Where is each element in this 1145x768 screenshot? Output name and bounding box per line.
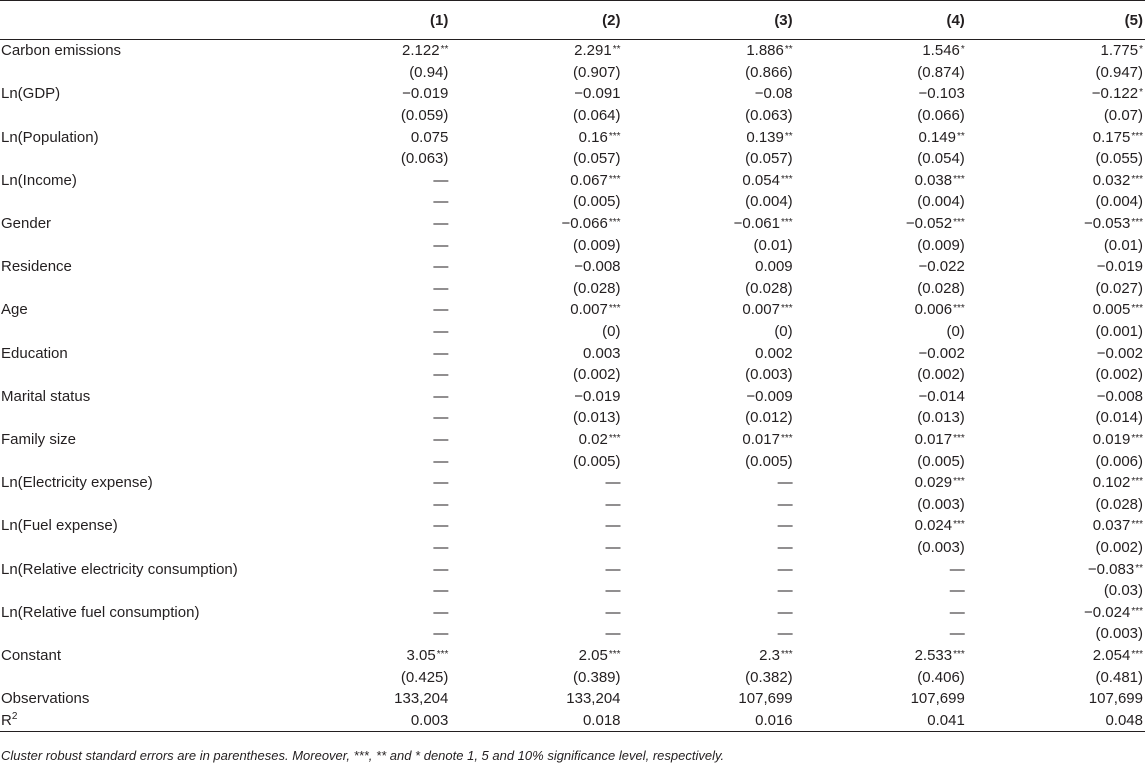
table-cell: — (605, 625, 621, 643)
table-cell: (0.03) (1103, 582, 1143, 600)
coef-row (0, 256, 1145, 278)
table-cell: −0.002 (1096, 344, 1143, 362)
row-label (0, 666, 284, 688)
row-label (0, 537, 284, 559)
table-cell: 1.546* (922, 42, 965, 60)
table-cell: — (777, 560, 793, 578)
row-label (0, 623, 284, 645)
coef-row (0, 558, 1145, 580)
row-label (0, 364, 284, 386)
table-cell: 0.102*** (1092, 474, 1143, 492)
table-cell: 3.05*** (406, 646, 449, 664)
table-cell: — (433, 538, 449, 556)
coef-row (0, 645, 1145, 667)
table-cell: 133,204 (394, 690, 449, 708)
table-cell: (0.003) (917, 538, 965, 556)
table-cell: (0.002) (1095, 366, 1143, 384)
significance-stars: *** (608, 130, 621, 142)
significance-stars: *** (1131, 303, 1143, 315)
table-cell: — (777, 603, 793, 621)
row-label: Constant (1, 646, 62, 664)
table-cell: 0.032*** (1092, 171, 1143, 189)
row-label: Gender (1, 215, 52, 233)
table-cell: (0.947) (1095, 63, 1143, 81)
table-cell: (0.009) (572, 236, 621, 254)
row-label (0, 191, 284, 213)
stat-row (0, 688, 1145, 710)
table-cell: — (605, 495, 621, 513)
coef-row (0, 213, 1145, 235)
table-cell: (0.004) (917, 193, 965, 211)
table-cell: (0.005) (917, 452, 965, 470)
table-cell: (0.009) (917, 236, 965, 254)
table-cell: (0.006) (1095, 452, 1143, 470)
table-cell: 0.019*** (1092, 430, 1143, 448)
table-cell: — (433, 193, 449, 211)
table-cell: — (777, 538, 793, 556)
table-cell: — (433, 430, 449, 448)
table-cell: — (433, 215, 449, 233)
se-row (0, 105, 1145, 127)
table-cell: 0.006*** (914, 301, 965, 319)
se-row (0, 623, 1145, 645)
table-cell: (0.027) (1095, 279, 1143, 297)
table-cell: 0.038*** (914, 171, 965, 189)
significance-stars: ** (612, 44, 621, 56)
table-cell: (0) (946, 323, 965, 341)
se-row (0, 407, 1145, 429)
table-cell: — (949, 625, 965, 643)
table-cell: — (605, 517, 621, 535)
table-cell: (0.874) (917, 63, 965, 81)
table-cell: (0.055) (1095, 150, 1143, 168)
table-cell: −0.008 (1096, 387, 1143, 405)
table-cell: (0.002) (917, 366, 965, 384)
table-cell: 0.029*** (914, 474, 965, 492)
row-label (0, 493, 284, 515)
significance-stars: *** (780, 648, 793, 660)
table-cell: — (777, 495, 793, 513)
table-cell: −0.091 (574, 85, 621, 103)
coef-row (0, 429, 1145, 451)
significance-stars: *** (1131, 130, 1143, 142)
table-cell: 107,699 (738, 690, 793, 708)
table-cell: (0.063) (400, 150, 449, 168)
row-label: Marital status (1, 387, 91, 405)
table-cell: −0.019 (402, 85, 449, 103)
table-cell: 0.037*** (1092, 517, 1143, 535)
coef-row (0, 601, 1145, 623)
table-cell: 0.007*** (570, 301, 621, 319)
table-cell: 0.02*** (578, 430, 621, 448)
table-cell: −0.052*** (905, 215, 965, 233)
table-cell: — (433, 236, 449, 254)
label-superscript: 2 (11, 711, 18, 723)
significance-stars: *** (608, 303, 621, 315)
table-cell: −0.08 (754, 85, 793, 103)
table-cell: — (605, 560, 621, 578)
row-label (0, 148, 284, 170)
se-row (0, 537, 1145, 559)
table-cell: — (433, 582, 449, 600)
significance-stars: *** (780, 173, 793, 185)
row-label (0, 321, 284, 343)
table-cell: 1.886** (746, 42, 793, 60)
se-row (0, 278, 1145, 300)
row-label: Residence (1, 258, 72, 276)
table-cell: 0.016 (629, 709, 801, 731)
table-cell: 0.002 (755, 344, 793, 362)
row-label (0, 62, 284, 84)
row-label (0, 580, 284, 602)
significance-stars: *** (608, 217, 621, 229)
header-col-3: (3) (629, 1, 801, 40)
table-cell: (0.866) (745, 63, 793, 81)
table-cell: −0.002 (918, 344, 965, 362)
table-cell: 0.009 (755, 258, 793, 276)
table-cell: 107,699 (910, 690, 965, 708)
table-header (0, 1, 1145, 40)
significance-stars: ** (440, 44, 449, 56)
table-cell: — (433, 366, 449, 384)
table-cell: 0.005*** (1092, 301, 1143, 319)
table-cell: (0.94) (409, 63, 449, 81)
row-label (0, 450, 284, 472)
table-cell: — (949, 603, 965, 621)
table-cell: (0.005) (572, 193, 621, 211)
table-cell: 0.018 (456, 709, 628, 731)
coef-row (0, 40, 1145, 62)
table-cell: — (605, 603, 621, 621)
table-cell: (0.01) (753, 236, 793, 254)
table-cell: (0.003) (917, 495, 965, 513)
table-cell: 0.017*** (742, 430, 793, 448)
significance-stars: *** (953, 173, 965, 185)
significance-stars: *** (1131, 648, 1143, 660)
table-cell: −0.019 (1096, 258, 1143, 276)
coef-row (0, 342, 1145, 364)
significance-stars: ** (1135, 562, 1143, 574)
table-cell: 2.291** (574, 42, 621, 60)
row-label: Family size (1, 430, 77, 448)
coef-row (0, 515, 1145, 537)
se-row (0, 148, 1145, 170)
table-cell: −0.103 (918, 85, 965, 103)
table-cell: — (433, 409, 449, 427)
row-label: Education (1, 344, 68, 362)
se-row (0, 364, 1145, 386)
table-cell: 2.533*** (914, 646, 965, 664)
table-cell: (0.063) (745, 107, 793, 125)
table-cell: 0.149** (918, 128, 965, 146)
se-row (0, 493, 1145, 515)
table-cell: (0.406) (917, 668, 965, 686)
table-cell: (0.057) (572, 150, 621, 168)
table-cell: — (777, 517, 793, 535)
table-cell: (0.003) (745, 366, 793, 384)
table-cell: (0.003) (1095, 625, 1143, 643)
table-cell: (0.054) (917, 150, 965, 168)
row-label: Ln(Population) (1, 128, 99, 146)
table-cell: −0.066*** (561, 215, 621, 233)
table-cell: — (433, 495, 449, 513)
table-footnote: Cluster robust standard errors are in parentheses. Moreover, ***, ** and * denote 1, 5 and 10% significance level, respectively. (1, 748, 725, 763)
table-cell: (0.028) (572, 279, 621, 297)
significance-stars: *** (953, 648, 965, 660)
table-cell: — (433, 517, 449, 535)
table-cell: (0.014) (1095, 409, 1143, 427)
table-cell: (0.013) (572, 409, 621, 427)
significance-stars: *** (608, 432, 621, 444)
row-label: Ln(GDP) (1, 85, 61, 103)
se-row (0, 234, 1145, 256)
table-cell: (0.064) (572, 107, 621, 125)
table-cell: — (433, 560, 449, 578)
header-col-1: (1) (284, 1, 456, 40)
significance-stars: *** (953, 217, 965, 229)
table-cell: (0.059) (400, 107, 449, 125)
row-label (0, 407, 284, 429)
table-cell: 0.139** (746, 128, 793, 146)
table-cell: (0.028) (1095, 495, 1143, 513)
se-row (0, 666, 1145, 688)
significance-stars: ** (784, 44, 793, 56)
significance-stars: *** (780, 432, 793, 444)
table-cell: (0) (774, 323, 793, 341)
row-label (0, 234, 284, 256)
significance-stars: *** (1131, 173, 1143, 185)
table-cell: — (433, 452, 449, 470)
table-cell: 2.05*** (578, 646, 621, 664)
table-cell: — (433, 171, 449, 189)
row-label (0, 278, 284, 300)
significance-stars: *** (953, 519, 965, 531)
table-cell: — (433, 387, 449, 405)
row-label: Ln(Income) (1, 171, 77, 189)
table-cell: −0.083** (1087, 560, 1143, 578)
header-col-4: (4) (801, 1, 973, 40)
significance-stars: *** (1131, 432, 1143, 444)
table-cell: — (777, 474, 793, 492)
significance-stars: *** (780, 303, 793, 315)
table-cell: (0.07) (1103, 107, 1143, 125)
table-cell: (0.012) (745, 409, 793, 427)
coef-row (0, 83, 1145, 105)
table-cell: 0.003 (284, 709, 456, 731)
table-cell: (0.01) (1103, 236, 1143, 254)
significance-stars: *** (1131, 605, 1143, 617)
table-cell: — (433, 625, 449, 643)
header-col-5: (5) (973, 1, 1145, 40)
stat-row (0, 709, 1145, 731)
row-label: Age (1, 301, 28, 319)
table-cell: −0.009 (746, 387, 793, 405)
table-cell: −0.061*** (733, 215, 793, 233)
table-cell: 0.017*** (914, 430, 965, 448)
row-label: Ln(Relative fuel consumption) (1, 603, 200, 621)
table-cell: — (949, 560, 965, 578)
table-cell: 0.007*** (742, 301, 793, 319)
table-cell: (0.907) (572, 63, 621, 81)
table-cell: (0) (602, 323, 621, 341)
table-cell: −0.053*** (1084, 215, 1143, 233)
table-cell: 0.054*** (742, 171, 793, 189)
table-cell: — (433, 279, 449, 297)
table-cell: (0.382) (745, 668, 793, 686)
table-cell: — (433, 344, 449, 362)
table-cell: 0.075 (410, 128, 449, 146)
table-cell: 0.175*** (1092, 128, 1143, 146)
table-cell: (0.001) (1095, 323, 1143, 341)
table-cell: — (433, 603, 449, 621)
table-cell: (0.013) (917, 409, 965, 427)
table-cell: 0.048 (973, 709, 1145, 731)
se-row (0, 580, 1145, 602)
se-row (0, 321, 1145, 343)
row-label: Observations (1, 690, 90, 708)
table-cell: — (949, 582, 965, 600)
significance-stars: *** (436, 648, 449, 660)
table-cell: (0.004) (1095, 193, 1143, 211)
se-row (0, 450, 1145, 472)
table-cell: — (605, 474, 621, 492)
table-cell: — (777, 582, 793, 600)
table-cell: −0.122* (1091, 85, 1143, 103)
table-cell: (0.481) (1095, 668, 1143, 686)
table-cell: 2.3*** (759, 646, 793, 664)
table-cell: −0.008 (574, 258, 621, 276)
significance-stars: *** (1131, 476, 1143, 488)
significance-stars: *** (1131, 217, 1143, 229)
table-cell: (0.066) (917, 107, 965, 125)
table-body (0, 40, 1145, 732)
table-cell: 107,699 (1088, 690, 1143, 708)
header-col-2: (2) (456, 1, 628, 40)
significance-stars: ** (957, 130, 965, 142)
table-cell: (0.004) (745, 193, 793, 211)
header-stub (0, 1, 284, 40)
significance-stars: *** (953, 432, 965, 444)
significance-stars: * (1139, 87, 1143, 99)
header-row (0, 1, 1145, 40)
table-cell: — (433, 258, 449, 276)
table-cell: 0.067*** (570, 171, 621, 189)
significance-stars: * (1139, 44, 1143, 56)
row-label (0, 105, 284, 127)
significance-stars: *** (953, 476, 965, 488)
significance-stars: ** (784, 130, 793, 142)
table-cell: 0.003 (582, 344, 621, 362)
table-cell: (0.028) (917, 279, 965, 297)
significance-stars: *** (608, 648, 621, 660)
table-cell: — (777, 625, 793, 643)
table-cell: — (433, 474, 449, 492)
table-cell: 1.775* (1100, 42, 1143, 60)
table-cell: (0.002) (1095, 538, 1143, 556)
table-cell: — (433, 323, 449, 341)
table-cell: −0.019 (574, 387, 621, 405)
row-label: Carbon emissions (1, 42, 122, 60)
coef-row (0, 386, 1145, 408)
significance-stars: * (960, 44, 965, 56)
table-cell: 2.122** (402, 42, 449, 60)
table-cell: −0.022 (918, 258, 965, 276)
table-cell: 0.024*** (914, 517, 965, 535)
table-cell: 0.041 (801, 709, 973, 731)
significance-stars: *** (953, 303, 965, 315)
table-cell: — (605, 538, 621, 556)
coef-row (0, 126, 1145, 148)
table-cell: (0.389) (572, 668, 621, 686)
table-cell: (0.425) (400, 668, 449, 686)
table-cell: (0.028) (745, 279, 793, 297)
significance-stars: *** (1131, 519, 1143, 531)
se-row (0, 191, 1145, 213)
table-cell: −0.024*** (1084, 603, 1143, 621)
table-cell: (0.005) (572, 452, 621, 470)
row-label: Ln(Fuel expense) (1, 517, 118, 535)
row-label: $R^2$ (0, 709, 284, 731)
table-cell: — (433, 301, 449, 319)
row-label: Ln(Electricity expense) (1, 474, 153, 492)
table-cell: (0.005) (745, 452, 793, 470)
table-cell: 2.054*** (1092, 646, 1143, 664)
table-cell: 133,204 (566, 690, 621, 708)
significance-stars: *** (608, 173, 621, 185)
se-row (0, 62, 1145, 84)
table-cell: (0.057) (745, 150, 793, 168)
table-cell: (0.002) (572, 366, 621, 384)
coef-row (0, 472, 1145, 494)
row-label: Ln(Relative electricity consumption) (1, 560, 238, 578)
significance-stars: *** (780, 217, 793, 229)
coef-row (0, 170, 1145, 192)
table-cell: −0.014 (918, 387, 965, 405)
table-cell: — (605, 582, 621, 600)
table-cell: 0.16*** (578, 128, 621, 146)
coef-row (0, 299, 1145, 321)
